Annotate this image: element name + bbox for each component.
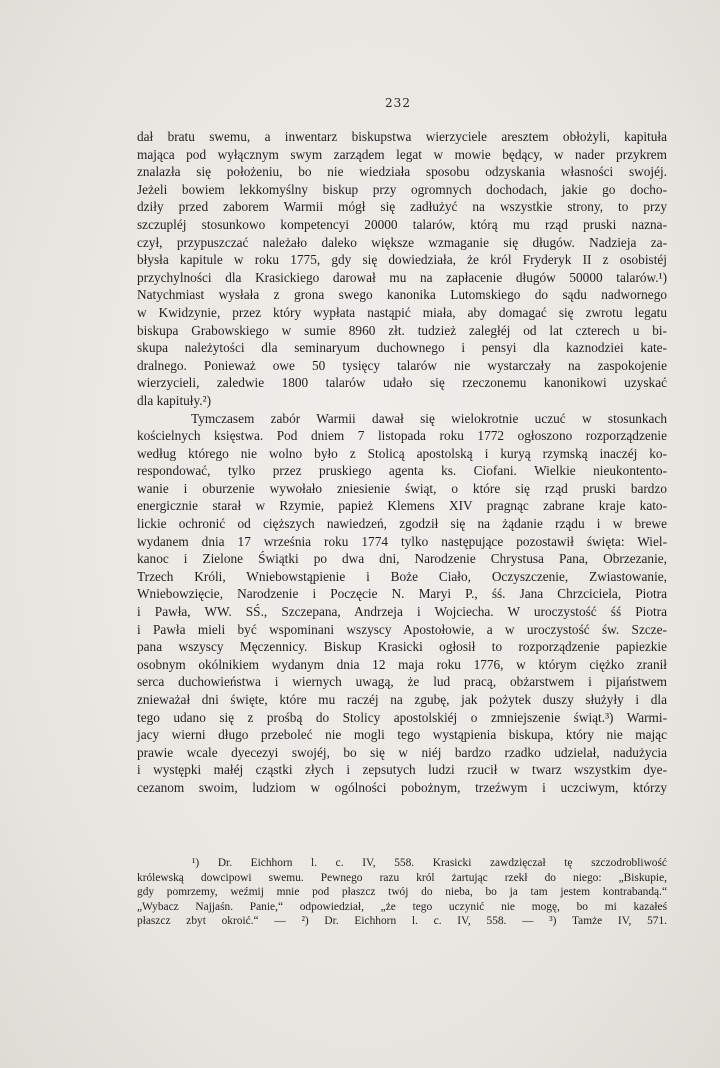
body-line: tego udano się z prośbą do Stolicy apostolskiéj o zmniejszenie świąt.³) Warmi- (137, 709, 667, 725)
body-line: przychylności dla Krasickiego darował mu na zapłacenie długów 50000 talarów.¹) (137, 269, 667, 285)
body-line: dał bratu swemu, a inwentarz biskupstwa wierzyciele aresztem obłożyli, kapituła (137, 129, 667, 144)
body-line: w Kwidzynie, przez który wypłata nastąpić miała, aby domagać się zwrotu legatu (137, 304, 667, 320)
body-line: skupa należytości dla seminaryum duchownego i pensyi dla kaznodziei kate- (137, 340, 667, 356)
body-line: czył, przypuszczać należało daleko większe wzmaganie się długów. Nadzieja za- (137, 234, 667, 250)
body-line: mająca pod wyłącznym swym zarządem legat w mowie będący, w nader przykrem (137, 146, 667, 162)
footnote-line: „Wybacz Najjaśn. Panie,“ odpowiedział, „że tego uczynić nie mogę, bo mi kazałeś (137, 900, 667, 913)
body-line: znieważał dni święte, które mu raczéj na zgubę, jak pożytek duszy służyły i dla (137, 692, 667, 707)
footnote-line: płaszcz zbyt okroić.“ — ²) Dr. Eichhorn l. c. IV, 558. — ³) Tamże IV, 571. (137, 915, 667, 927)
body-line: dziły przed zaborem Warmii mógł się zadłużyć na wszystkie strony, to przy (137, 199, 667, 215)
footnote-line: gdy pomrzemy, weźmij mnie pod płaszcz twój do nieba, bo ja tam jestem kontrabandą.“ (137, 886, 667, 898)
body-line: lickie ochronić od cięższych nawiedzeń, zgodził się na żądanie rządu i w brewe (137, 516, 667, 532)
body-line: wanie i oburzenie wywołało zniesienie świąt, o które się rząd pruski bardzo (137, 480, 667, 496)
body-line: wierzycieli, zaledwie 1800 talarów udało się rzeczonemu kanonikowi uzyskać (137, 375, 667, 391)
body-line: znalazła się położeniu, bo nie wiedziała sposobu odzyskania własności swojéj. (137, 164, 667, 180)
body-line: dla kapituły.²) (137, 392, 212, 408)
body-line: biskupa Grabowskiego w sumie 8960 złt. tudzież zaległéj od lat czterech u bi- (137, 322, 667, 338)
body-line: osobnym okólnikiem wydanym dnia 12 maja roku 1776, w którym ciężko zranił (137, 656, 667, 672)
body-line: i występki małéj cząstki złych i zepsutych ludzi rzucił w twarz wszystkim dye- (137, 762, 667, 778)
body-line: kościelnych księstwa. Pod dniem 7 listopada roku 1772 ogłoszono rozporządzenie (137, 428, 667, 444)
body-line: i Pawła, WW. SŚ., Szczepana, Andrzeja i Wojciecha. W uroczystość śś Piotra (137, 604, 667, 620)
body-line: Jeżeli bowiem lekkomyślny biskup przy ogromnych dochodach, jakie go docho- (137, 181, 667, 197)
body-line: szczupléj stosunkowo kompetencyi 20000 talarów, którą mu rząd pruski nazna- (137, 216, 667, 232)
footnote-line: ¹) Dr. Eichhorn l. c. IV, 558. Krasicki zawdzięczał tę szczodrobliwość (192, 857, 667, 869)
body-line: pana wszyscy Męczennicy. Biskup Krasicki ogłosił to rozporządzenie papiezkie (137, 639, 667, 655)
body-line: dralnego. Ponieważ owe 50 tysięcy talarów nie wystarczały na zaspokojenie (137, 357, 667, 373)
footnote-line: królewską dowcipowi swemu. Pewnego razu król żartując rzekł do niego: „Biskupie, (137, 871, 667, 884)
body-line: i Pawła mieli być wspominani wszyscy Apostołowie, a w uroczystość św. Szcze- (137, 621, 667, 637)
body-line: Trzech Króli, Wniebowstąpienie i Boże Ciało, Oczyszczenie, Zwiastowanie, (137, 568, 667, 584)
page-number: 232 (385, 96, 411, 110)
body-line: jacy wierni długo przeboleć nie mogli tego wystąpienia biskupa, który nie mając (137, 727, 667, 743)
body-line: kanoc i Zielone Świątki po dwa dni, Narodzenie Chrystusa Pana, Obrzezanie, (137, 551, 667, 567)
footnotes (137, 856, 667, 929)
body-line: według którego nie wolno było z Stolicą apostolską i kuryą rzymską inaczéj ko- (137, 445, 667, 461)
body-line: wydanem dnia 17 września roku 1774 tylko następujące pozostawił święta: Wiel- (137, 533, 667, 549)
body-line: błysła kapitule w roku 1775, gdy się dowiedziała, że król Fryderyk II z osobistéj (137, 252, 667, 268)
body-line: respondować, tylko przez pruskiego agenta ks. Ciofani. Wielkie nieukontento- (137, 463, 667, 479)
body-line: energicznie starał w Rzymie, papież Klemens XIV pragnąc zabrane kraje kato- (137, 498, 667, 514)
body-line: serca duchowieństwa i wiernych uwagą, że lud pracą, obżarstwem i pijaństwem (137, 674, 667, 690)
body-line: prawie wcale dyecezyi swojéj, bo się w niéj bardzo rzadko udzielał, nadużycia (137, 744, 667, 760)
body-line: cezanom swoim, ludziom w ogólności pobożnym, trzeźwym i uczciwym, którzy (137, 779, 667, 795)
body-line: Wniebowzięcie, Narodzenie i Poczęcie N. Maryi P., śś. Jana Chrzciciela, Piotra (137, 586, 667, 602)
paragraph-start-line: Tymczasem zabór Warmii dawał się wielokrotnie uczuć w stosunkach (191, 410, 667, 426)
body-line: Natychmiast wysłała z grona swego kanonika Lutomskiego do sądu nadwornego (137, 287, 667, 303)
body-text (137, 128, 667, 797)
